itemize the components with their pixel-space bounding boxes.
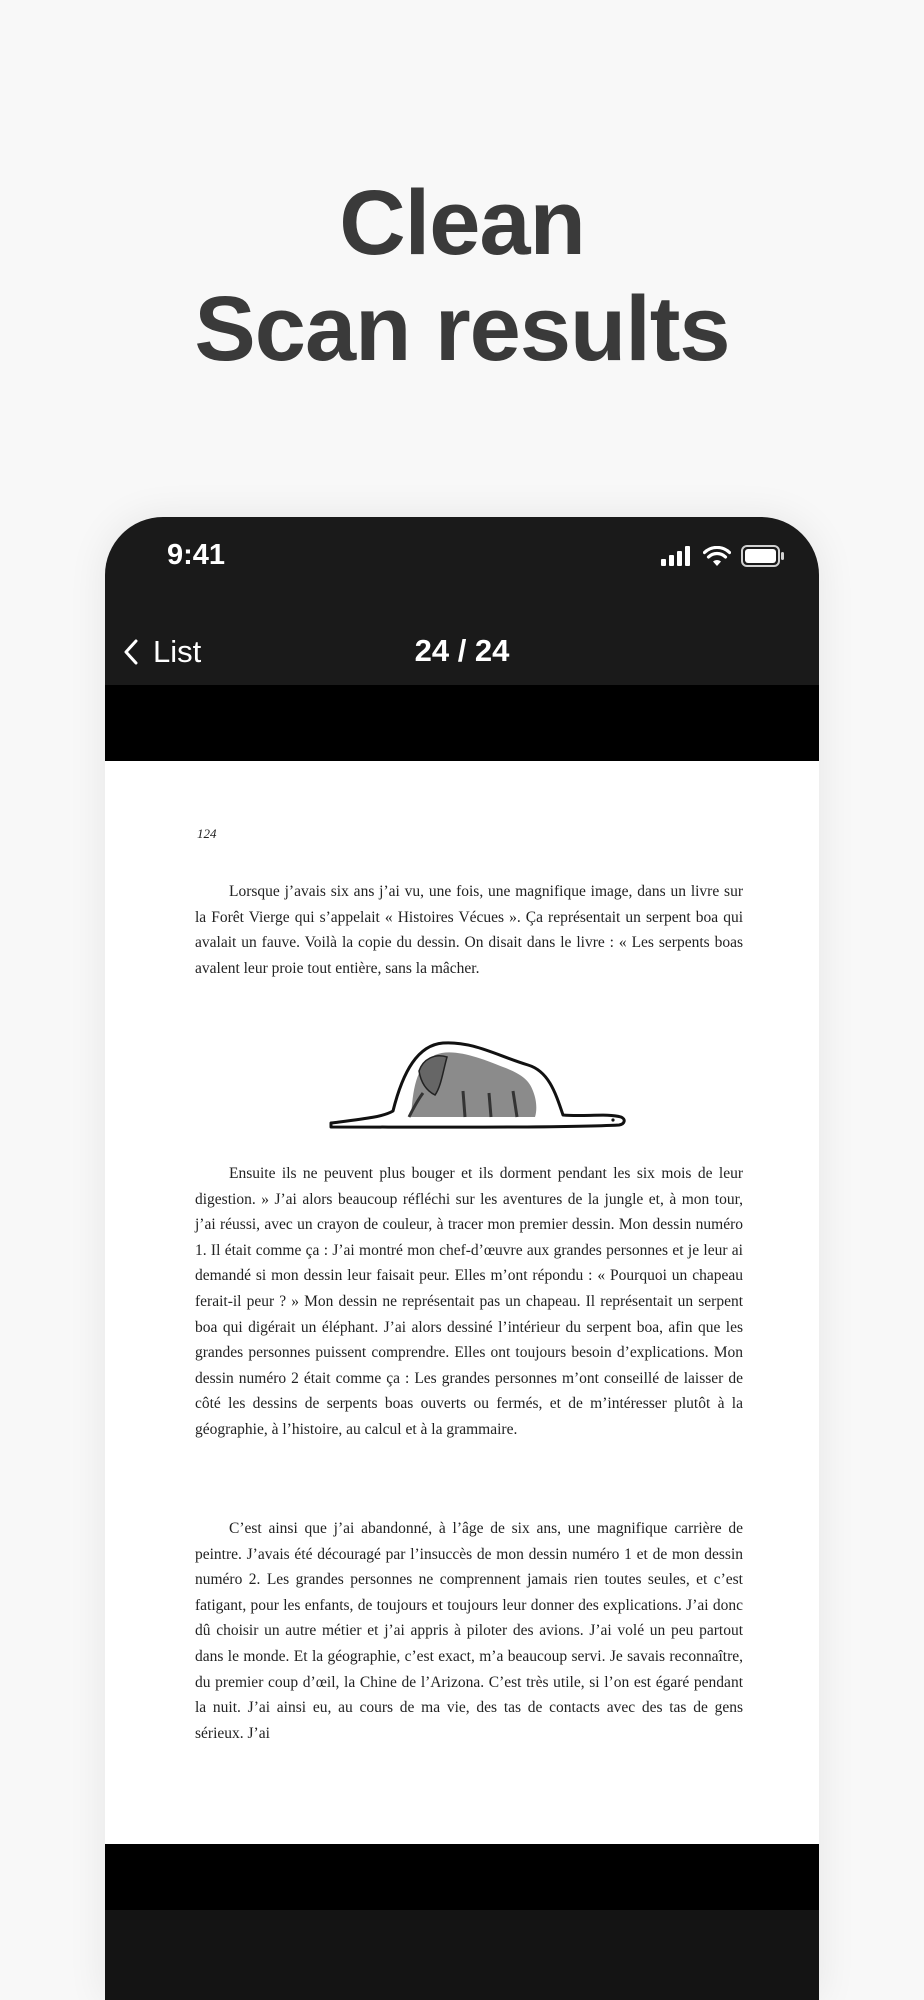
paragraph-3: C’est ainsi que j’ai abandonné, à l’âge de six ans, une magnifique carrière de peintre. J’avais été découragé par l’insuccès de mon dessin numéro 1 et de mon dessin numéro 2. Les grandes personnes ne comprennent jamais rien toutes seules, et c’est fatigant, pour les enfants, de toujours et toujours leur donner des explications. J’ai donc dû choisir un autre métier et j’ai appris à piloter des avions. J’ai volé un peu partout dans le monde. Et la géographie, c’est exact, m’a beaucoup servi. Je savais reconnaître, du premier coup d’œil, la Chine de l’Arizona. C’est très utile, si l’on est égaré pendant la nuit. J’ai ainsi eu, au cours de ma vie, des tas de contacts avec des tas de gens sérieux. J’ai [195, 1520, 743, 1742]
page-number: 124 [197, 826, 217, 841]
battery-icon [741, 545, 785, 567]
cellular-signal-icon [661, 546, 693, 566]
phone-mockup [105, 517, 819, 2000]
headline-line-1: Clean [339, 172, 585, 274]
page-counter-title: 24 / 24 [414, 633, 510, 668]
paragraph-1: Lorsque j’avais six ans j’ai vu, une fois, une magnifique image, dans un livre sur la Forêt Vierge qui s’appelait « Histoires Vécues ». Ça représentait un serpent boa qui avalait un fauve. Voilà la copie du dessin. On disait dans le livre : « Les serpents boas avalent leur proie tout entière, sans la mâcher. [195, 883, 743, 977]
back-button-label: List [153, 634, 202, 669]
bottom-strip [105, 1844, 819, 1910]
boa-elephant-illustration [323, 1031, 633, 1131]
wifi-icon [703, 546, 731, 567]
status-icons [661, 545, 785, 567]
marketing-headline [0, 170, 924, 382]
status-bar [105, 517, 819, 597]
status-time: 9:41 [167, 539, 226, 571]
toolbar-strip [105, 685, 819, 763]
paragraph-2: Ensuite ils ne peuvent plus bouger et ils dorment pendant les six mois de leur digestion. » J’ai alors beaucoup réfléchi sur les aventures de la jungle et, à mon tour, j’ai réussi, avec un crayon de couleur, à tracer mon premier dessin. Mon dessin numéro 1. Il était comme ça : J’ai montré mon chef-d’œuvre aux grandes personnes et je leur ai demandé si mon dessin leur faisait peur. Elles m’ont répondu : « Pourquoi un chapeau ferait-il peur ? » Mon dessin ne représentait pas un chapeau. Il représentait un serpent boa qui digérait un éléphant. J’ai alors dessiné l’intérieur du serpent boa, afin que les grandes personnes puissent comprendre. Elles ont toujours besoin d’explications. Mon dessin numéro 2 était comme ça : Les grandes personnes m’ont conseillé de laisser de côté les dessins de serpents boas ouverts ou fermés, et de m’intéresser plutôt à la géographie, à l’histoire, au calcul et à la grammaire. [195, 1165, 743, 1438]
headline-line-2: Scan results [194, 278, 730, 380]
bottom-toolbar [105, 1910, 819, 2000]
scanned-page[interactable] [105, 761, 819, 1844]
